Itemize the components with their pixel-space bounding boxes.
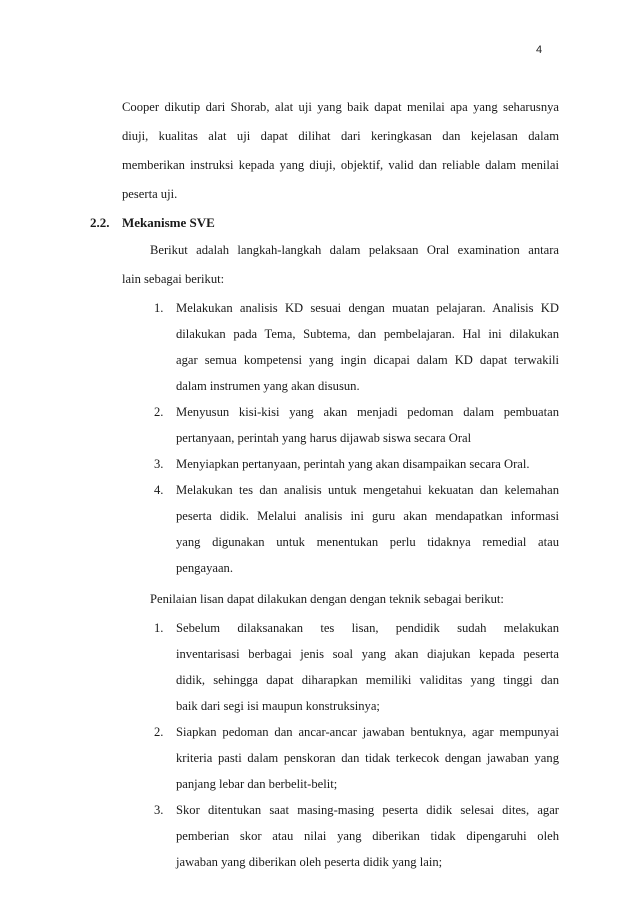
list-item-line: pengayaan. (176, 561, 233, 575)
list-item-number: 3. (154, 457, 164, 471)
list-item-number: 2. (154, 405, 164, 419)
list-item-line: Siapkan pedoman dan ancar-ancar jawaban bentuknya, agar mempunyai (176, 725, 559, 739)
list-item-line: pertanyaan, perintah yang harus dijawab siswa secara Oral (176, 431, 472, 445)
list-item-line: inventarisasi berbagai jenis soal yang akan diajukan kepada peserta (176, 647, 559, 661)
intro-line: Cooper dikutip dari Shorab, alat uji yang baik dapat menilai apa yang seharusnya (122, 100, 559, 114)
section-number: 2.2. (90, 215, 110, 230)
list-item-number: 1. (154, 621, 164, 635)
list-item-line: Melakukan analisis KD sesuai dengan muatan pelajaran. Analisis KD (176, 301, 559, 315)
list-item-line: baik dari segi isi maupun konstruksinya; (176, 699, 380, 713)
list-item-line: agar semua kompetensi yang ingin dicapai dalam KD dapat terwakili (176, 353, 559, 367)
list-item-line: Menyiapkan pertanyaan, perintah yang akan disampaikan secara Oral. (176, 457, 530, 471)
list-item-line: didik, sehingga dapat diharapkan memiliki validitas yang tinggi dan (176, 673, 559, 687)
list-item-number: 1. (154, 301, 164, 315)
list-item-line: Sebelum dilaksanakan tes lisan, pendidik sudah melakukan (176, 621, 559, 635)
list-item-line: dalam instrumen yang akan disusun. (176, 379, 360, 393)
list-item-number: 4. (154, 483, 164, 497)
list-item-line: jawaban yang diberikan oleh peserta didik yang lain; (176, 855, 443, 869)
list-item-line: yang digunakan untuk menentukan perlu tidaknya remedial atau (176, 535, 559, 549)
list-item-number: 2. (154, 725, 164, 739)
list-item-line: Melakukan tes dan analisis untuk mengetahui kekuatan dan kelemahan (176, 483, 559, 497)
intro-line: peserta uji. (122, 187, 178, 201)
list-item-number: 3. (154, 803, 164, 817)
list-item-line: kriteria pasti dalam penskoran dan tidak terkecok dengan jawaban yang (176, 751, 559, 765)
assessment-intro: Penilaian lisan dapat dilakukan dengan dengan teknik sebagai berikut: (150, 592, 504, 606)
list-item-line: dilakukan pada Tema, Subtema, dan pembelajaran. Hal ini dilakukan (176, 327, 559, 341)
section-intro-line: Berikut adalah langkah-langkah dalam pelaksaan Oral examination antara (150, 243, 559, 257)
intro-line: diuji, kualitas alat uji dapat dilihat dari keringkasan dan kejelasan dalam (122, 129, 559, 143)
list-item-line: Skor ditentukan saat masing-masing peserta didik selesai dites, agar (176, 803, 559, 817)
page-number: 4 (536, 44, 543, 56)
section-intro-line: lain sebagai berikut: (122, 272, 225, 286)
list-item-line: Menyusun kisi-kisi yang akan menjadi pedoman dalam pembuatan (176, 405, 559, 419)
list-item-line: pemberian skor atau nilai yang diberikan tidak dipengaruhi oleh (176, 829, 559, 843)
list-item-line: panjang lebar dan berbelit-belit; (176, 777, 338, 791)
section-title: Mekanisme SVE (122, 215, 215, 230)
intro-line: memberikan instruksi kepada yang diuji, objektif, valid dan reliable dalam menilai (122, 158, 559, 172)
list-item-line: peserta didik. Melalui analisis ini guru akan mendapatkan informasi (176, 509, 559, 523)
